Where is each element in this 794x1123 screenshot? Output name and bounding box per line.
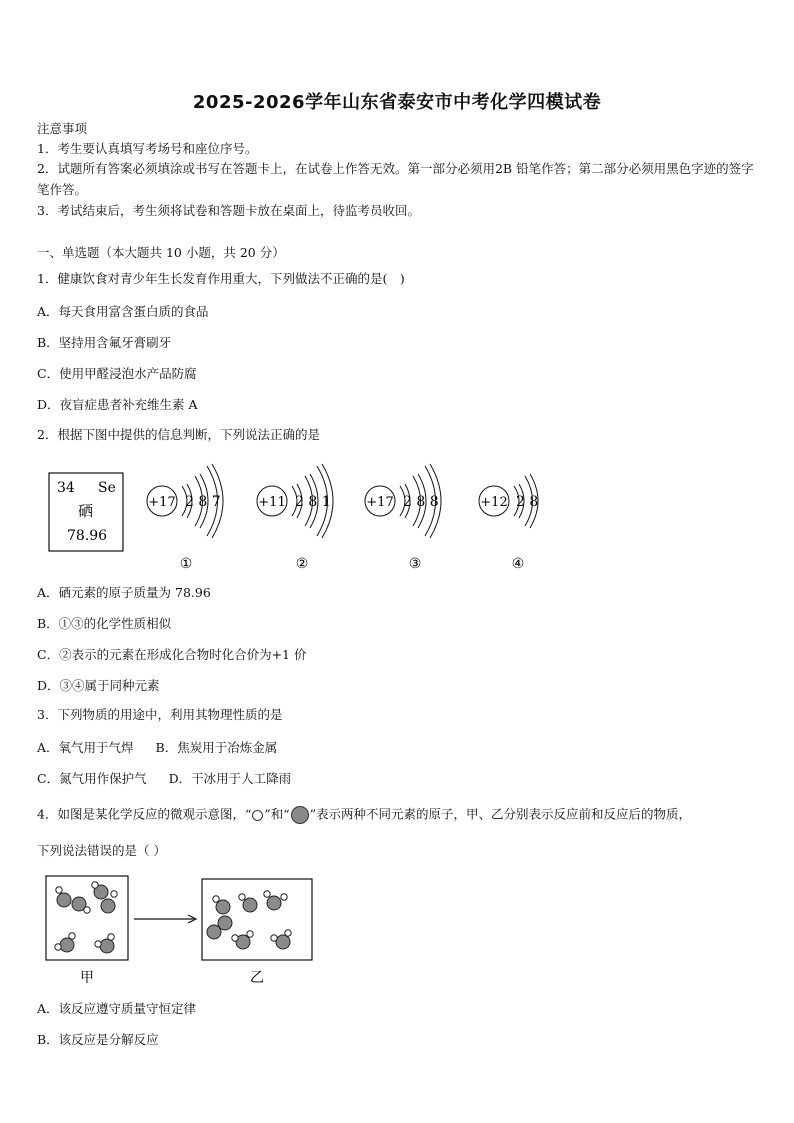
- notice-item-2: 2．试题所有答案必须填涂或书写在答题卡上，在试卷上作答无效。第一部分必须用2B 铅笔作答；第二部分必须用黑色字迹的签字笔作答。: [37, 161, 754, 197]
- q4-stem-part-b: ”和“: [264, 806, 290, 822]
- notice-item-3: 3．考试结束后，考生须将试卷和答题卡放在桌面上，待监考员收回。: [37, 203, 420, 218]
- q2-option-a: A．硒元素的原子质量为 78.96: [37, 585, 211, 600]
- question-3-stem: 3．下列物质的用途中，利用其物理性质的是: [37, 707, 283, 722]
- atom-3-nucleus: +17: [366, 495, 394, 510]
- atom-4-shells: 2 8: [516, 494, 539, 510]
- atom-2-shells: 2 8 1: [295, 494, 331, 510]
- question-4-stem: [37, 806, 691, 824]
- element-name: 硒: [78, 502, 94, 520]
- question-4-stem-line-2: 下列说法错误的是（ ）: [37, 843, 166, 858]
- notice-item-1: 1．考生要认真填写考场号和座位序号。: [37, 141, 258, 156]
- q3-options-row-2: [37, 769, 309, 787]
- large-atom-icon: [291, 806, 309, 824]
- q3-option-c: C．氮气用作保护气: [37, 771, 147, 786]
- q1-option-c: C．使用甲醛浸泡水产品防腐: [37, 366, 197, 381]
- q4-option-a: A．该反应遵守质量守恒定律: [37, 1001, 197, 1016]
- q1-option-b: B．坚持用含氟牙膏刷牙: [37, 335, 172, 350]
- atom-structure-1: [147, 464, 223, 572]
- element-mass: 78.96: [67, 528, 108, 544]
- q2-option-c: C．②表示的元素在形成化合物时化合价为+1 价: [37, 647, 307, 662]
- atom-structure-2: [257, 464, 333, 572]
- product-label: 乙: [250, 970, 264, 986]
- atom-4-label: ④: [511, 556, 525, 572]
- atom-1-shells: 2 8 7: [185, 494, 221, 510]
- atom-2-label: ②: [295, 556, 309, 572]
- q3-option-a: A．氧气用于气焊: [37, 740, 134, 755]
- atom-3-shells: 2 8 8: [403, 494, 439, 510]
- q4-stem-part-c: ”表示两种不同元素的原子，甲、乙分别表示反应前和反应后的物质，: [309, 806, 692, 822]
- q1-option-d: D．夜盲症患者补充维生素 A: [37, 397, 198, 412]
- q3-option-b: B．焦炭用于冶炼金属: [155, 740, 278, 755]
- atom-4-nucleus: +12: [480, 495, 508, 510]
- atom-1-nucleus: +17: [148, 495, 176, 510]
- atom-1-label: ①: [179, 556, 193, 572]
- q4-option-b: B．该反应是分解反应: [37, 1032, 159, 1047]
- atom-2-nucleus: +11: [258, 495, 286, 510]
- q4-stem-part-a: 4．如图是某化学反应的微观示意图，“: [37, 806, 252, 822]
- small-atom-icon: [252, 810, 263, 821]
- q4-reaction-figure: [40, 872, 330, 990]
- question-2-stem: 2．根据下图中提供的信息判断，下列说法正确的是: [37, 427, 320, 442]
- q3-option-d: D．干冰用于人工降雨: [168, 771, 292, 786]
- section-heading: 一、单选题（本大题共 10 小题，共 20 分）: [37, 245, 285, 260]
- atom-structure-3: [365, 464, 441, 572]
- element-number: 34: [57, 480, 75, 496]
- question-1-stem: 1．健康饮食对青少年生长发育作用重大，下列做法不正确的是( ): [37, 271, 405, 286]
- atom-structure-4: [479, 474, 538, 572]
- q2-figure: [40, 450, 560, 575]
- atom-3-label: ③: [408, 556, 422, 572]
- notice-heading: 注意事项: [37, 121, 88, 136]
- reactant-label: 甲: [80, 970, 94, 986]
- q2-option-d: D．③④属于同种元素: [37, 678, 160, 693]
- q3-options-row-1: [37, 738, 295, 756]
- q1-option-a: A．每天食用富含蛋白质的食品: [37, 304, 209, 319]
- page-title: 2025-2026学年山东省泰安市中考化学四模试卷: [192, 92, 602, 113]
- element-symbol: Se: [98, 480, 116, 496]
- q2-option-b: B．①③的化学性质相似: [37, 616, 172, 631]
